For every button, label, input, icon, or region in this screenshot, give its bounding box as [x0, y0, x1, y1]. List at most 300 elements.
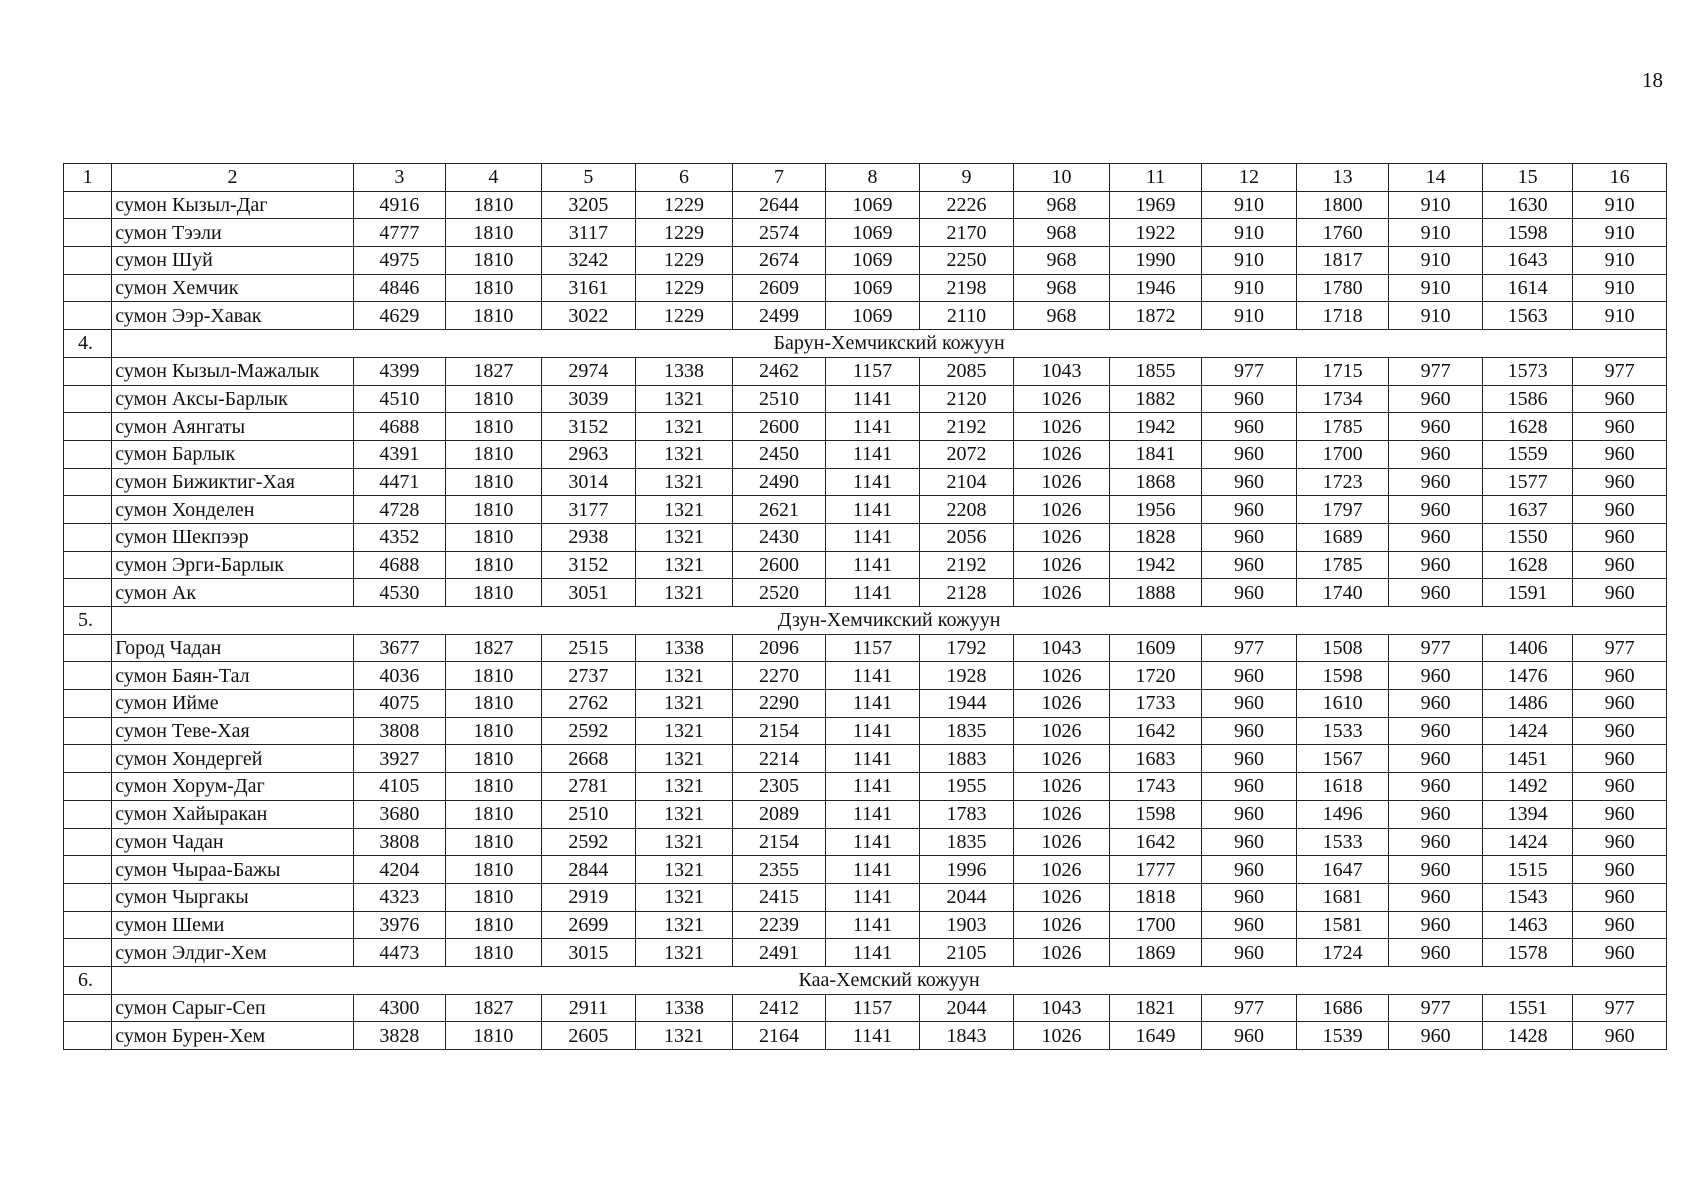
table-row [64, 773, 1667, 801]
value-cell: 1069 [826, 219, 920, 247]
settlement-name: сумон Аксы-Барлык [112, 385, 353, 413]
value-cell: 1026 [1014, 662, 1110, 690]
value-cell: 2911 [541, 994, 636, 1022]
value-cell: 2499 [732, 302, 826, 330]
value-cell: 1946 [1109, 274, 1202, 302]
table-row [64, 219, 1667, 247]
value-cell: 3152 [541, 413, 636, 441]
value-cell: 1533 [1296, 717, 1389, 745]
value-cell: 1647 [1296, 856, 1389, 884]
value-cell: 2430 [732, 523, 826, 551]
settlement-name: сумон Бижиктиг-Хая [112, 468, 353, 496]
value-cell: 960 [1573, 745, 1667, 773]
value-cell: 1026 [1014, 856, 1110, 884]
value-cell: 1724 [1296, 939, 1389, 967]
settlement-name: сумон Кызыл-Мажалык [112, 357, 353, 385]
value-cell: 1810 [446, 579, 542, 607]
value-cell: 1026 [1014, 773, 1110, 801]
value-cell: 1026 [1014, 413, 1110, 441]
value-cell: 960 [1573, 440, 1667, 468]
value-cell: 1883 [919, 745, 1014, 773]
value-cell: 4300 [353, 994, 446, 1022]
value-cell: 1609 [1109, 634, 1202, 662]
value-cell: 960 [1389, 413, 1483, 441]
value-cell: 1229 [636, 302, 733, 330]
value-cell: 1810 [446, 911, 542, 939]
value-cell: 4391 [353, 440, 446, 468]
value-cell: 1141 [826, 468, 920, 496]
value-cell: 3205 [541, 191, 636, 219]
value-cell: 1827 [446, 357, 542, 385]
value-cell: 960 [1202, 911, 1297, 939]
value-cell: 910 [1202, 191, 1297, 219]
row-index-cell [64, 883, 112, 911]
column-number-cell: 9 [919, 164, 1014, 192]
value-cell: 2490 [732, 468, 826, 496]
value-cell: 2762 [541, 690, 636, 718]
row-index-cell [64, 800, 112, 828]
value-cell: 1855 [1109, 357, 1202, 385]
value-cell: 2198 [919, 274, 1014, 302]
column-number-cell: 11 [1109, 164, 1202, 192]
value-cell: 960 [1573, 911, 1667, 939]
row-index-cell [64, 468, 112, 496]
value-cell: 2592 [541, 828, 636, 856]
value-cell: 1321 [636, 468, 733, 496]
value-cell: 1810 [446, 883, 542, 911]
value-cell: 1828 [1109, 523, 1202, 551]
value-cell: 1559 [1482, 440, 1573, 468]
value-cell: 960 [1389, 1022, 1483, 1050]
value-cell: 1818 [1109, 883, 1202, 911]
value-cell: 4916 [353, 191, 446, 219]
value-cell: 3808 [353, 717, 446, 745]
value-cell: 1069 [826, 191, 920, 219]
value-cell: 2192 [919, 413, 1014, 441]
section-title: Каа-Хемский кожуун [112, 966, 1667, 994]
value-cell: 1942 [1109, 413, 1202, 441]
value-cell: 1229 [636, 274, 733, 302]
value-cell: 2450 [732, 440, 826, 468]
value-cell: 1026 [1014, 745, 1110, 773]
value-cell: 1715 [1296, 357, 1389, 385]
value-cell: 1141 [826, 773, 920, 801]
value-cell: 3242 [541, 247, 636, 275]
value-cell: 960 [1573, 413, 1667, 441]
value-cell: 1043 [1014, 634, 1110, 662]
row-index-cell [64, 856, 112, 884]
value-cell: 1043 [1014, 357, 1110, 385]
value-cell: 960 [1202, 773, 1297, 801]
value-cell: 1496 [1296, 800, 1389, 828]
value-cell: 1026 [1014, 883, 1110, 911]
value-cell: 1321 [636, 800, 733, 828]
row-index-cell [64, 579, 112, 607]
value-cell: 3927 [353, 745, 446, 773]
section-number: 5. [64, 607, 112, 635]
value-cell: 1321 [636, 717, 733, 745]
value-cell: 1903 [919, 911, 1014, 939]
settlement-name: сумон Сарыг-Сеп [112, 994, 353, 1022]
value-cell: 2226 [919, 191, 1014, 219]
value-cell: 2154 [732, 828, 826, 856]
value-cell: 1810 [446, 856, 542, 884]
value-cell: 1843 [919, 1022, 1014, 1050]
value-cell: 1700 [1296, 440, 1389, 468]
settlement-name: сумон Баян-Тал [112, 662, 353, 690]
value-cell: 960 [1202, 800, 1297, 828]
value-cell: 1733 [1109, 690, 1202, 718]
value-cell: 1563 [1482, 302, 1573, 330]
value-cell: 1628 [1482, 551, 1573, 579]
value-cell: 2044 [919, 883, 1014, 911]
value-cell: 1810 [446, 773, 542, 801]
value-cell: 1321 [636, 939, 733, 967]
value-cell: 910 [1389, 302, 1483, 330]
value-cell: 1586 [1482, 385, 1573, 413]
value-cell: 4777 [353, 219, 446, 247]
value-cell: 1338 [636, 634, 733, 662]
value-cell: 2105 [919, 939, 1014, 967]
value-cell: 1229 [636, 247, 733, 275]
value-cell: 1618 [1296, 773, 1389, 801]
value-cell: 1069 [826, 302, 920, 330]
value-cell: 1492 [1482, 773, 1573, 801]
value-cell: 1827 [446, 994, 542, 1022]
column-number-cell: 10 [1014, 164, 1110, 192]
value-cell: 2520 [732, 579, 826, 607]
value-cell: 960 [1573, 385, 1667, 413]
settlement-name: сумон Элдиг-Хем [112, 939, 353, 967]
value-cell: 1424 [1482, 717, 1573, 745]
row-index-cell [64, 1022, 112, 1050]
value-cell: 1969 [1109, 191, 1202, 219]
value-cell: 960 [1573, 551, 1667, 579]
value-cell: 960 [1202, 939, 1297, 967]
value-cell: 977 [1389, 994, 1483, 1022]
value-cell: 1610 [1296, 690, 1389, 718]
value-cell: 3015 [541, 939, 636, 967]
row-index-cell [64, 247, 112, 275]
column-number-cell: 12 [1202, 164, 1297, 192]
value-cell: 3039 [541, 385, 636, 413]
value-cell: 960 [1202, 523, 1297, 551]
value-cell: 960 [1202, 551, 1297, 579]
value-cell: 1550 [1482, 523, 1573, 551]
value-cell: 2600 [732, 413, 826, 441]
value-cell: 1141 [826, 856, 920, 884]
row-index-cell [64, 302, 112, 330]
value-cell: 1922 [1109, 219, 1202, 247]
value-cell: 2170 [919, 219, 1014, 247]
value-cell: 2621 [732, 496, 826, 524]
value-cell: 960 [1573, 717, 1667, 745]
value-cell: 4471 [353, 468, 446, 496]
table-row [64, 274, 1667, 302]
column-number-cell: 4 [446, 164, 542, 192]
value-cell: 1476 [1482, 662, 1573, 690]
value-cell: 1141 [826, 717, 920, 745]
value-cell: 2699 [541, 911, 636, 939]
value-cell: 1581 [1296, 911, 1389, 939]
value-cell: 4323 [353, 883, 446, 911]
value-cell: 2072 [919, 440, 1014, 468]
value-cell: 1872 [1109, 302, 1202, 330]
value-cell: 4530 [353, 579, 446, 607]
value-cell: 1718 [1296, 302, 1389, 330]
page-number: 18 [1642, 68, 1663, 92]
value-cell: 1141 [826, 939, 920, 967]
value-cell: 2250 [919, 247, 1014, 275]
value-cell: 2963 [541, 440, 636, 468]
value-cell: 960 [1202, 579, 1297, 607]
value-cell: 1551 [1482, 994, 1573, 1022]
value-cell: 1026 [1014, 1022, 1110, 1050]
value-cell: 1888 [1109, 579, 1202, 607]
value-cell: 1157 [826, 994, 920, 1022]
column-number-cell: 8 [826, 164, 920, 192]
value-cell: 960 [1389, 939, 1483, 967]
table-row [64, 883, 1667, 911]
settlement-name: сумон Хемчик [112, 274, 353, 302]
value-cell: 1026 [1014, 939, 1110, 967]
table-row [64, 551, 1667, 579]
value-cell: 1141 [826, 413, 920, 441]
value-cell: 3117 [541, 219, 636, 247]
value-cell: 1321 [636, 883, 733, 911]
value-cell: 1882 [1109, 385, 1202, 413]
value-cell: 1515 [1482, 856, 1573, 884]
value-cell: 1810 [446, 800, 542, 828]
section-row [64, 966, 1667, 994]
settlement-name: сумон Чыргакы [112, 883, 353, 911]
value-cell: 1785 [1296, 413, 1389, 441]
value-cell: 960 [1573, 1022, 1667, 1050]
value-cell: 1810 [446, 1022, 542, 1050]
value-cell: 968 [1014, 274, 1110, 302]
settlement-name: сумон Шекпээр [112, 523, 353, 551]
value-cell: 910 [1389, 247, 1483, 275]
value-cell: 1026 [1014, 800, 1110, 828]
value-cell: 1743 [1109, 773, 1202, 801]
value-cell: 1827 [446, 634, 542, 662]
value-cell: 1810 [446, 247, 542, 275]
table-row [64, 939, 1667, 967]
value-cell: 3680 [353, 800, 446, 828]
row-index-cell [64, 551, 112, 579]
value-cell: 1394 [1482, 800, 1573, 828]
value-cell: 968 [1014, 302, 1110, 330]
value-cell: 1681 [1296, 883, 1389, 911]
table-row [64, 1022, 1667, 1050]
value-cell: 1321 [636, 911, 733, 939]
value-cell: 1026 [1014, 523, 1110, 551]
value-cell: 1642 [1109, 828, 1202, 856]
value-cell: 4204 [353, 856, 446, 884]
value-cell: 960 [1389, 579, 1483, 607]
value-cell: 4728 [353, 496, 446, 524]
value-cell: 910 [1573, 247, 1667, 275]
value-cell: 1649 [1109, 1022, 1202, 1050]
value-cell: 4629 [353, 302, 446, 330]
value-cell: 3152 [541, 551, 636, 579]
value-cell: 910 [1202, 247, 1297, 275]
value-cell: 2515 [541, 634, 636, 662]
value-cell: 960 [1389, 523, 1483, 551]
value-cell: 1810 [446, 440, 542, 468]
value-cell: 1069 [826, 247, 920, 275]
value-cell: 1841 [1109, 440, 1202, 468]
row-index-cell [64, 357, 112, 385]
value-cell: 2844 [541, 856, 636, 884]
value-cell: 1628 [1482, 413, 1573, 441]
table-row [64, 828, 1667, 856]
value-cell: 1141 [826, 523, 920, 551]
value-cell: 1321 [636, 413, 733, 441]
value-cell: 977 [1389, 357, 1483, 385]
row-index-cell [64, 994, 112, 1022]
value-cell: 1321 [636, 385, 733, 413]
column-number-cell: 3 [353, 164, 446, 192]
table-row [64, 717, 1667, 745]
value-cell: 1614 [1482, 274, 1573, 302]
value-cell: 1821 [1109, 994, 1202, 1022]
value-cell: 1539 [1296, 1022, 1389, 1050]
value-cell: 1810 [446, 219, 542, 247]
value-cell: 960 [1573, 939, 1667, 967]
column-number-cell: 16 [1573, 164, 1667, 192]
value-cell: 1321 [636, 828, 733, 856]
section-number: 6. [64, 966, 112, 994]
value-cell: 1835 [919, 717, 1014, 745]
value-cell: 1810 [446, 302, 542, 330]
value-cell: 3828 [353, 1022, 446, 1050]
value-cell: 2510 [541, 800, 636, 828]
row-index-cell [64, 523, 112, 551]
value-cell: 977 [1389, 634, 1483, 662]
value-cell: 1026 [1014, 496, 1110, 524]
value-cell: 4688 [353, 551, 446, 579]
value-cell: 1700 [1109, 911, 1202, 939]
value-cell: 2096 [732, 634, 826, 662]
value-cell: 3014 [541, 468, 636, 496]
value-cell: 2574 [732, 219, 826, 247]
value-cell: 1321 [636, 745, 733, 773]
value-cell: 2239 [732, 911, 826, 939]
value-cell: 910 [1573, 191, 1667, 219]
value-cell: 1486 [1482, 690, 1573, 718]
value-cell: 968 [1014, 191, 1110, 219]
value-cell: 2305 [732, 773, 826, 801]
value-cell: 2491 [732, 939, 826, 967]
value-cell: 2644 [732, 191, 826, 219]
value-cell: 2208 [919, 496, 1014, 524]
value-cell: 1810 [446, 496, 542, 524]
value-cell: 1157 [826, 634, 920, 662]
value-cell: 1637 [1482, 496, 1573, 524]
value-cell: 1956 [1109, 496, 1202, 524]
value-cell: 960 [1202, 468, 1297, 496]
value-cell: 2128 [919, 579, 1014, 607]
value-cell: 1141 [826, 1022, 920, 1050]
table-row [64, 191, 1667, 219]
value-cell: 1630 [1482, 191, 1573, 219]
value-cell: 1026 [1014, 440, 1110, 468]
value-cell: 1141 [826, 883, 920, 911]
table-row [64, 247, 1667, 275]
settlement-name: Город Чадан [112, 634, 353, 662]
table-row [64, 440, 1667, 468]
value-cell: 1996 [919, 856, 1014, 884]
value-cell: 1141 [826, 385, 920, 413]
value-cell: 1723 [1296, 468, 1389, 496]
value-cell: 1734 [1296, 385, 1389, 413]
value-cell: 2737 [541, 662, 636, 690]
value-cell: 968 [1014, 247, 1110, 275]
value-cell: 3808 [353, 828, 446, 856]
table-row [64, 994, 1667, 1022]
value-cell: 2462 [732, 357, 826, 385]
table-row [64, 413, 1667, 441]
value-cell: 960 [1389, 468, 1483, 496]
row-index-cell [64, 634, 112, 662]
value-cell: 3051 [541, 579, 636, 607]
value-cell: 960 [1389, 856, 1483, 884]
value-cell: 2290 [732, 690, 826, 718]
value-cell: 1321 [636, 496, 733, 524]
table-row [64, 634, 1667, 662]
value-cell: 960 [1202, 413, 1297, 441]
value-cell: 1810 [446, 191, 542, 219]
value-cell: 1141 [826, 551, 920, 579]
row-index-cell [64, 773, 112, 801]
table-row [64, 690, 1667, 718]
value-cell: 4510 [353, 385, 446, 413]
table-row [64, 579, 1667, 607]
settlement-name: сумон Хайыракан [112, 800, 353, 828]
value-cell: 1591 [1482, 579, 1573, 607]
value-cell: 1508 [1296, 634, 1389, 662]
value-cell: 960 [1389, 800, 1483, 828]
value-cell: 1229 [636, 191, 733, 219]
value-cell: 1810 [446, 690, 542, 718]
value-cell: 960 [1573, 496, 1667, 524]
value-cell: 1598 [1482, 219, 1573, 247]
value-cell: 960 [1389, 551, 1483, 579]
value-cell: 2214 [732, 745, 826, 773]
value-cell: 2919 [541, 883, 636, 911]
value-cell: 1141 [826, 579, 920, 607]
value-cell: 1683 [1109, 745, 1202, 773]
value-cell: 3976 [353, 911, 446, 939]
value-cell: 960 [1389, 662, 1483, 690]
section-title: Дзун-Хемчикский кожуун [112, 607, 1667, 635]
value-cell: 1026 [1014, 579, 1110, 607]
value-cell: 1835 [919, 828, 1014, 856]
table-row [64, 911, 1667, 939]
value-cell: 960 [1389, 745, 1483, 773]
table-row [64, 468, 1667, 496]
value-cell: 960 [1389, 440, 1483, 468]
value-cell: 1069 [826, 274, 920, 302]
value-cell: 977 [1202, 634, 1297, 662]
row-index-cell [64, 385, 112, 413]
value-cell: 910 [1389, 191, 1483, 219]
value-cell: 977 [1573, 634, 1667, 662]
table-row [64, 357, 1667, 385]
value-cell: 1428 [1482, 1022, 1573, 1050]
value-cell: 1141 [826, 745, 920, 773]
